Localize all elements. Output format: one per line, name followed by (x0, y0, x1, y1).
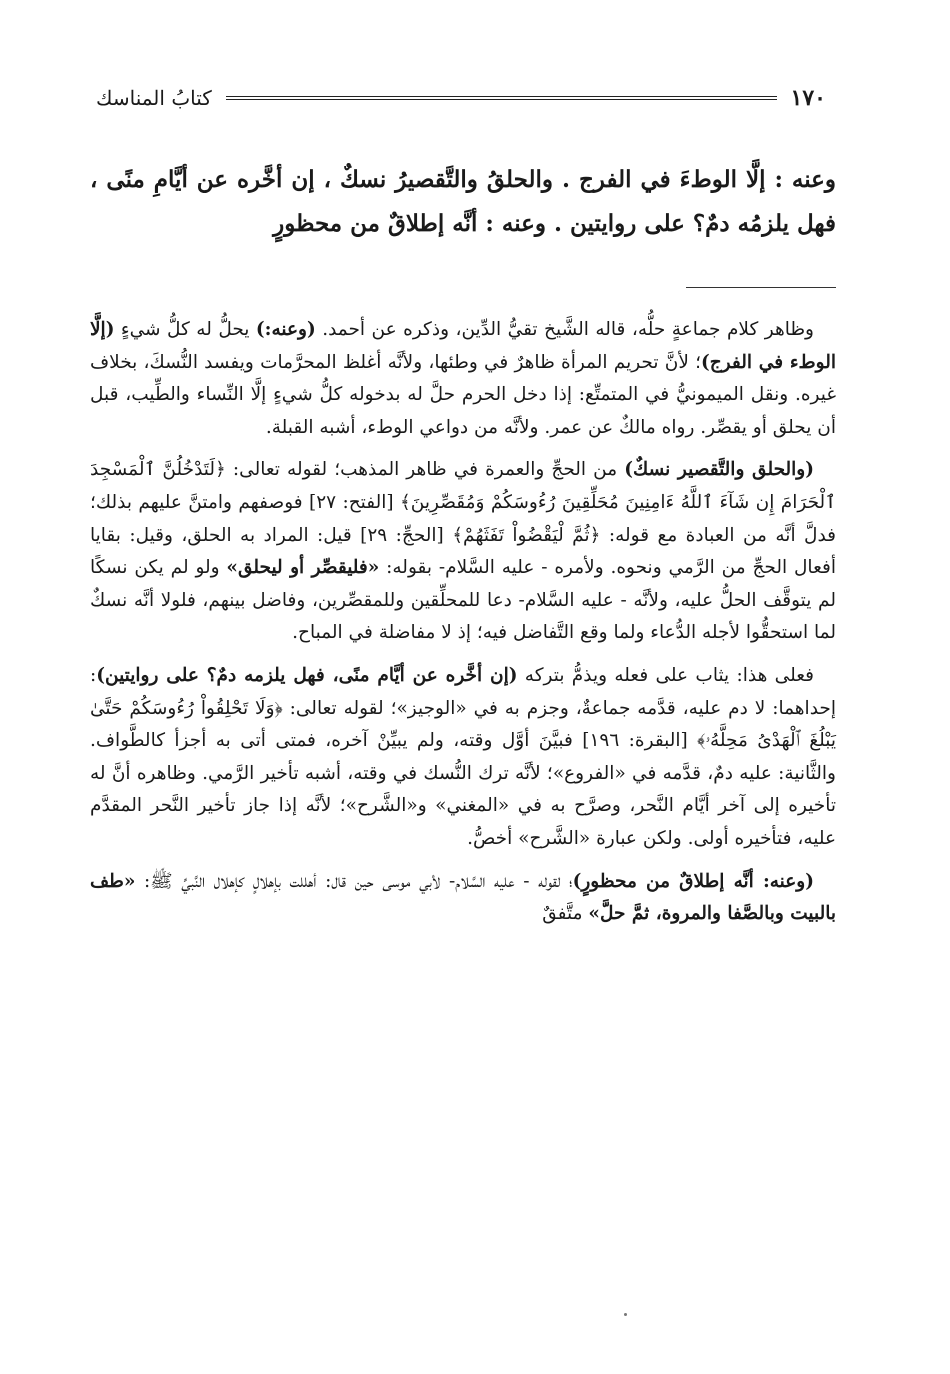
commentary-text: [البقرة: ١٩٦] فبيَّنَ أوَّل وقته، ولم يبيِّنْ آخره، فمتى أتى به أجزأ كالطَّواف. والثَّانية: عليه دمٌ، قدَّمه في «الفروع»؛ لأنَّه ترك النُّسك في وقته، أشبه تأخير الرَّمي. وظاهره أنَّ له تأخيره إلى آخر أيَّام النَّحر، وصرَّح به في «المغني» و«الشَّرح»؛ لأنَّه إذا جاز تأخير النَّحر المقدَّم عليه، فتأخيره أولى. ولكن عبارة «الشَّرح» أخصُّ. (90, 730, 836, 849)
commentary (90, 314, 836, 941)
quoted-matn: (وعنه: أنَّه إطلاقٌ من محظورٍ) (572, 870, 814, 892)
commentary-text: [الحجِّ: ٢٩] قيل: المراد به الحلق، وقيل: بقايا أفعال الحجِّ من الرَّمي ونحوه. ولأمره - عليه السَّلام- بقوله: (90, 524, 836, 579)
page-header (96, 78, 826, 118)
quoted-matn: (وعنه:) (255, 319, 316, 340)
quoted-matn: (إن أخَّره عن أيَّام منًى، فهل يلزمه دمٌ؟ على روايتين) (96, 664, 518, 686)
commentary-paragraph (90, 314, 836, 444)
commentary-text: ؛ لأنَّ تحريم المرأة ظاهرٌ في وطئها، ولأنَّه أغلظ المحرَّمات ويفسد النُّسكَ، بخلاف غيره. ونقل الميمونيُّ في المتمتِّع: إذا دخل الحرم حلَّ له بدخوله كلُّ شيءٍ إلَّا النِّساء والطِّيب، قبل أن يحلق أو يقصِّر. رواه مالكٌ عن عمر. ولأنَّه من دواعي الوطء، أشبه القبلة. (90, 351, 836, 438)
commentary-text: وظاهر كلام جماعةٍ حلُّه، قاله الشَّيخ تقيُّ الدِّين، وذكره عن أحمد. (315, 319, 814, 340)
book-title: كتابُ المناسك (96, 86, 212, 110)
hadith-quote: «طف بالبيت وبالصَّفا والمروة، ثمَّ حلَّ» (90, 870, 836, 925)
quran-verse: ﴿وَلَا تَحْلِقُواْ رُءُوسَكُمْ حَتَّىٰ يَبْلُغَ ٱلْهَدْىُ مَحِلَّهُۥ﴾ (90, 697, 836, 752)
commentary-text: متَّفقٌ (542, 903, 589, 925)
quran-verse: ﴿ثُمَّ لْيَقْضُواْ تَفَثَهُمْ﴾ (452, 524, 601, 546)
quoted-matn: (إلَّا الوطء في الفرج) (90, 319, 836, 373)
commentary-text: من الحجِّ والعمرة في ظاهر المذهب؛ لقوله تعالى: (225, 459, 625, 481)
commentary-paragraph (90, 866, 836, 931)
quran-verse: ﴿لَتَدْخُلُنَّ ٱلْمَسْجِدَ ٱلْحَرَامَ إِن شَآءَ ٱللَّهُ ءَامِنِينَ مُحَلِّقِينَ رُءُوسَكُمْ وَمُقَصِّرِينَ﴾ (90, 459, 837, 513)
commentary-text: : إحداهما: لا دم عليه، قدَّمه جماعةٌ، وجزم به في «الوجيز»؛ لقوله تعالى: (90, 664, 836, 719)
commentary-paragraph (90, 660, 836, 856)
commentary-text: يحلُّ له كلُّ شيءٍ (114, 319, 256, 340)
commentary-text: ؛ لقوله - عليه السَّلام- لأبي موسى حين قال: أهللت بإهلالٍ كإهلال النَّبيِّ ﷺ: (135, 870, 573, 892)
commentary-text: فعلى هذا: يثاب على فعله ويذمُّ بتركه (517, 664, 814, 686)
main-text: وعنه : إلَّا الوطءَ في الفرج . والحلقُ والتَّقصيرُ نسكٌ ، إن أخَّره عن أيَّامِ منًى ، فهل يلزمُه دمٌ؟ على روايتين . وعنه : أنَّه إطلاقٌ من محظورٍ (90, 166, 836, 237)
header-rule (226, 96, 777, 100)
quoted-matn: (والحلق والتَّقصير نسكٌ) (624, 459, 814, 481)
page-speck (624, 1313, 627, 1316)
hadith-quote: «فليقصِّر أو ليحلق» (226, 557, 380, 579)
commentary-paragraph (90, 454, 836, 650)
footnote-separator (686, 287, 836, 288)
commentary-text: [الفتح: ٢٧] فوصفهم وامتنَّ عليهم بذلك؛ فدلَّ أنَّه من العبادة مع قوله: (90, 491, 837, 546)
commentary-text: ولو لم يكن نسكًا لم يتوقَّف الحلُّ عليه، ولأنَّه - عليه السَّلام- دعا للمحلِّقين وللمقصِّرين، وفاضل بينهم، فلولا أنَّه نسكٌ لما استحقُّوا لأجله الدُّعاء ولما وقع التَّفاضل فيه؛ إذ لا مفاضلة في المباح. (90, 557, 836, 644)
page-number: ١٧٠ (790, 85, 826, 111)
